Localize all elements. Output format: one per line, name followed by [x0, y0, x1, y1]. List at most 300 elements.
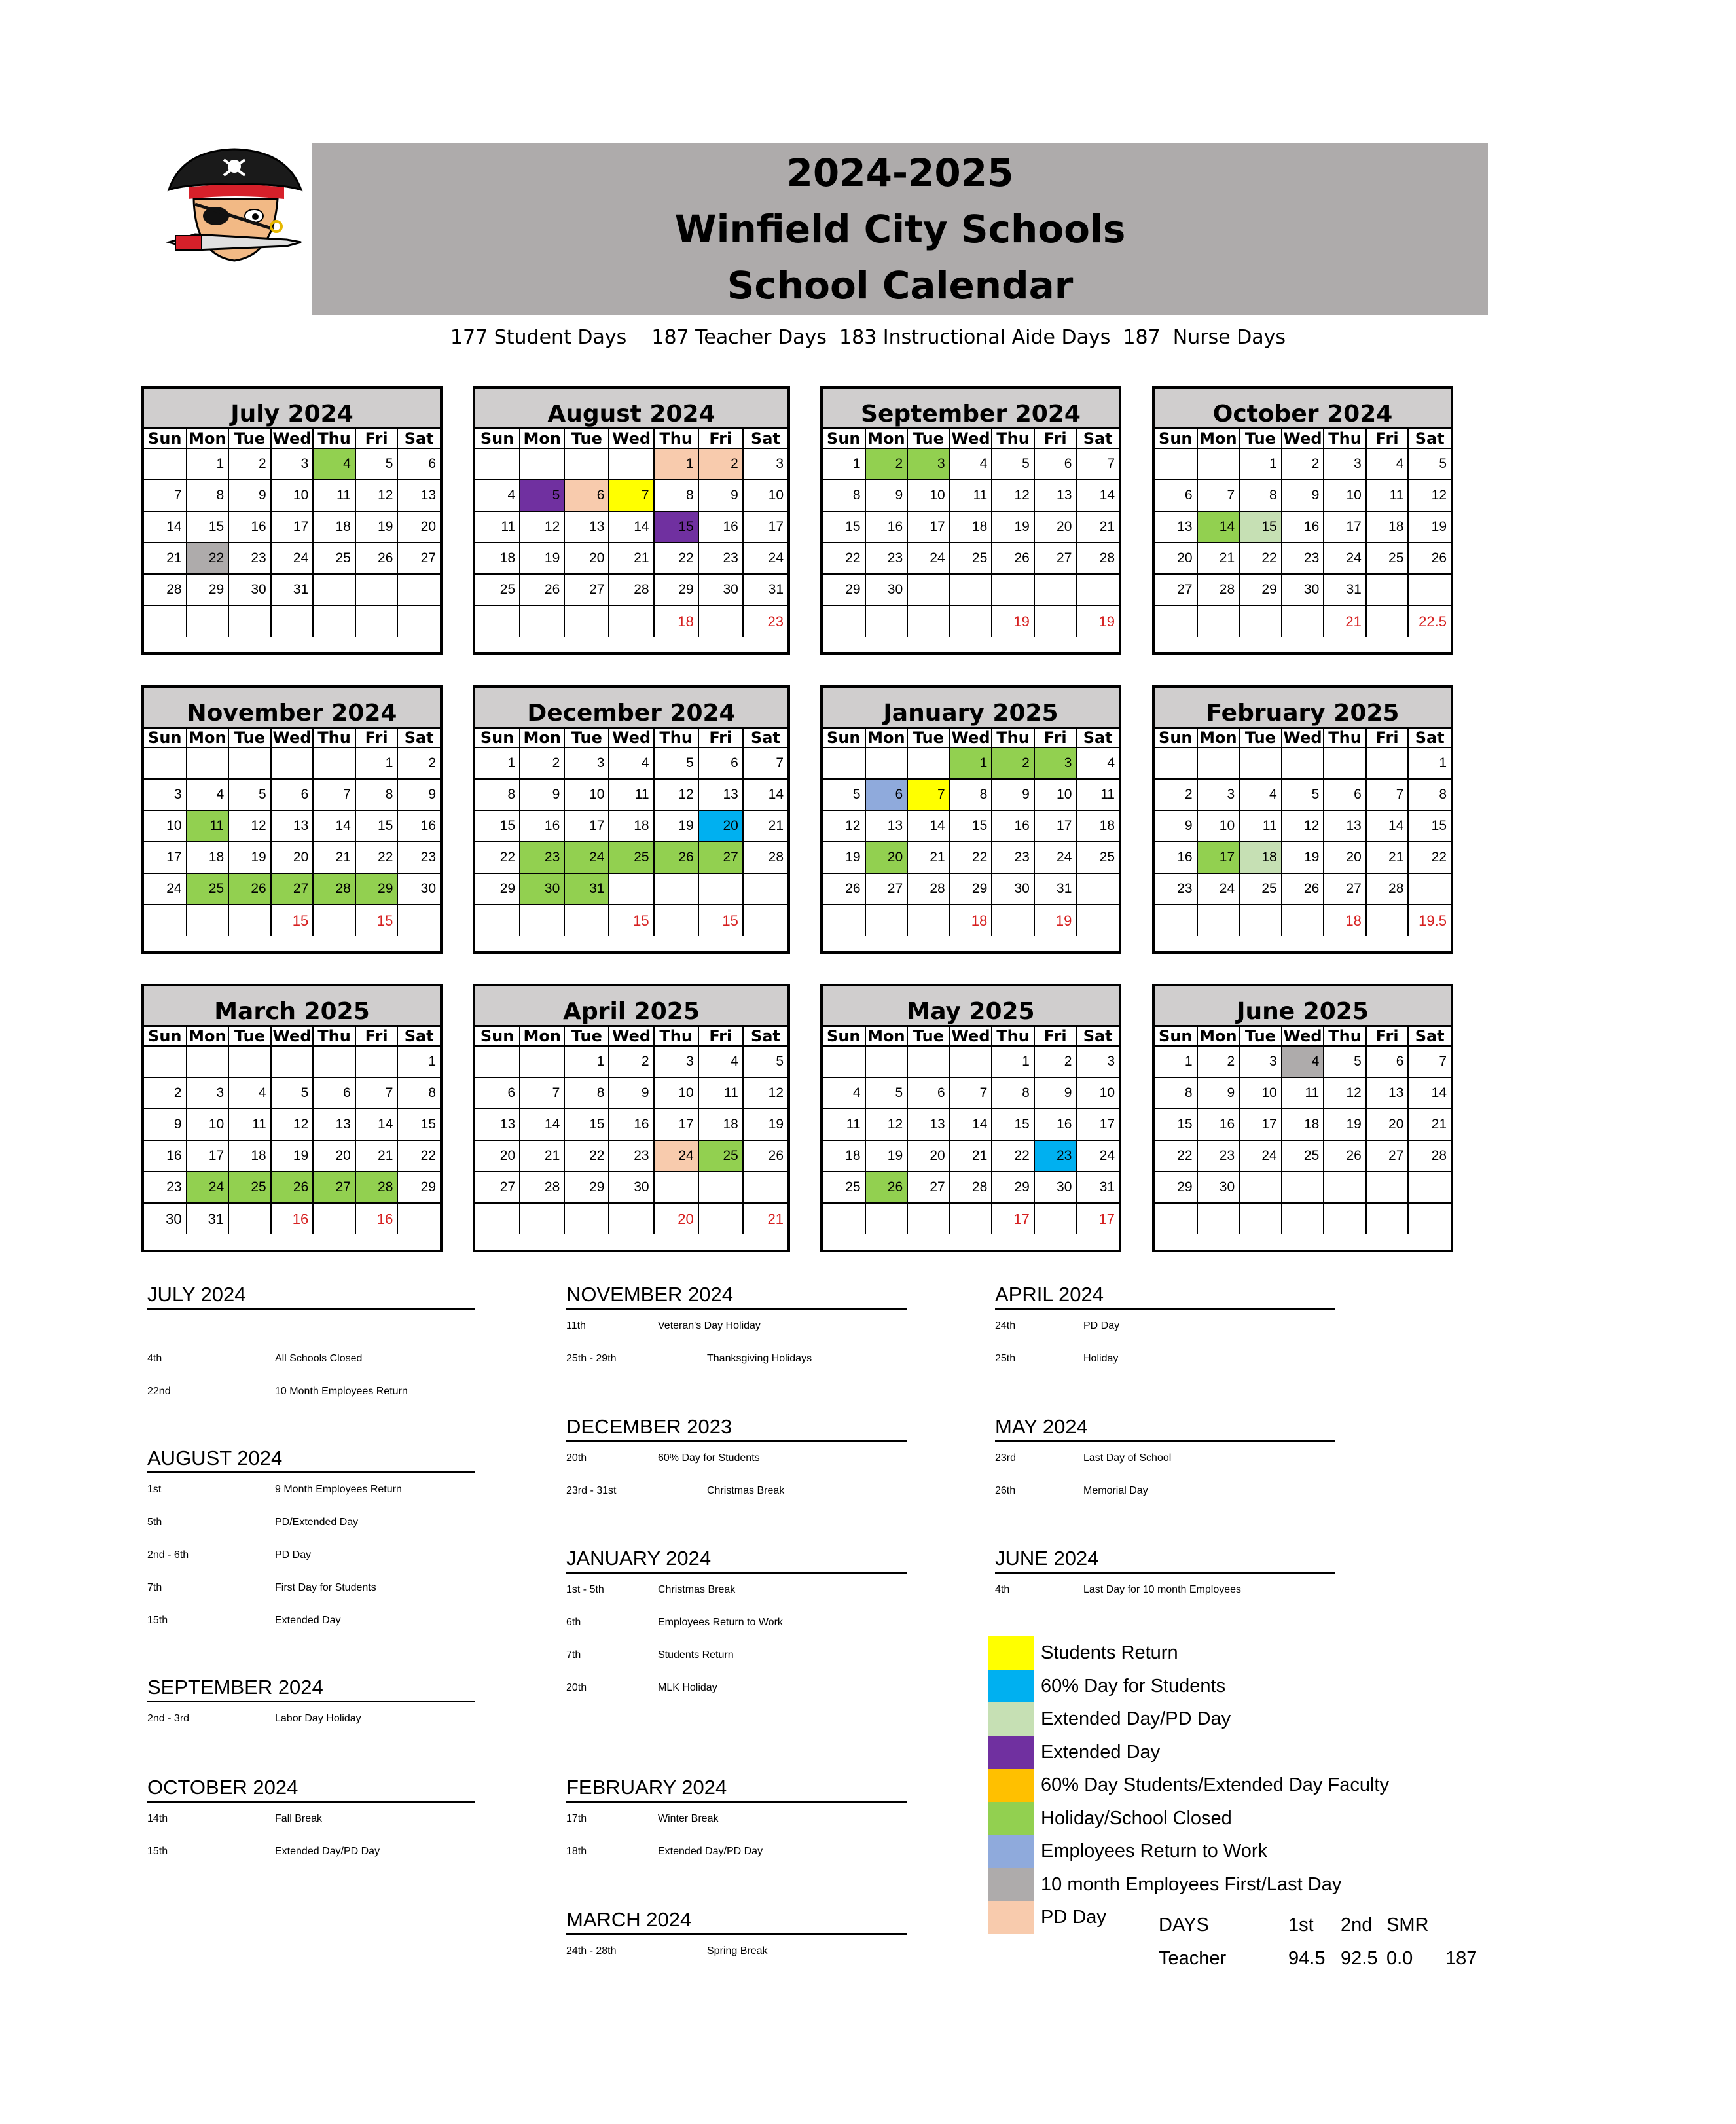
note-event: PD Day — [275, 1549, 312, 1560]
weekday-header: Tue — [228, 1027, 271, 1046]
day-cell: 5 — [1408, 448, 1451, 480]
day-cell: 29 — [475, 873, 520, 905]
day-cell: 10 — [144, 810, 187, 842]
weekday-header: Tue — [1239, 429, 1282, 448]
day-cell: 15 — [654, 511, 698, 543]
day-cell — [271, 747, 314, 779]
day-cell — [271, 1046, 314, 1077]
legend-swatch — [988, 1736, 1034, 1769]
weekday-header: Fri — [355, 1027, 398, 1046]
day-cell — [313, 747, 355, 779]
day-cell: 11 — [698, 1077, 743, 1109]
day-cell: 18 — [475, 543, 520, 574]
month-calendar — [820, 386, 1121, 655]
total-cell — [698, 605, 743, 637]
day-cell — [1408, 873, 1451, 905]
day-cell — [313, 1046, 355, 1077]
note-event: Extended Day/PD Day — [658, 1846, 763, 1857]
weekday-header: Wed — [1282, 729, 1324, 747]
day-cell — [1282, 747, 1324, 779]
note-section-heading: OCTOBER 2024 — [147, 1776, 475, 1803]
day-cell: 26 — [992, 543, 1034, 574]
day-cell: 11 — [1076, 779, 1119, 810]
day-cell: 20 — [1366, 1109, 1409, 1140]
day-cell: 14 — [950, 1109, 992, 1140]
note-event: Veteran's Day Holiday — [658, 1320, 761, 1331]
weekday-header: Mon — [865, 729, 908, 747]
day-cell: 8 — [564, 1077, 609, 1109]
day-cell: 21 — [907, 842, 950, 873]
weekday-header: Mon — [187, 429, 229, 448]
note-section — [995, 1415, 1335, 1507]
day-cell: 24 — [564, 842, 609, 873]
day-cell: 29 — [992, 1172, 1034, 1203]
day-cell: 3 — [1197, 779, 1240, 810]
day-cell: 24 — [654, 1140, 698, 1172]
total-cell — [1366, 605, 1409, 637]
day-cell: 6 — [1034, 448, 1077, 480]
month-calendar — [141, 386, 443, 655]
day-cell: 17 — [743, 511, 787, 543]
total-cell — [1282, 605, 1324, 637]
weekday-header: Thu — [992, 429, 1034, 448]
day-cell: 12 — [654, 779, 698, 810]
legend-swatch — [988, 1769, 1034, 1802]
day-cell: 6 — [698, 747, 743, 779]
day-cell: 29 — [187, 574, 229, 605]
day-cell: 3 — [564, 747, 609, 779]
day-cell: 26 — [228, 873, 271, 905]
day-cell: 19 — [743, 1109, 787, 1140]
day-cell: 30 — [992, 873, 1034, 905]
weekday-header: Wed — [950, 429, 992, 448]
day-cell: 9 — [1197, 1077, 1240, 1109]
note-row — [566, 1574, 907, 1606]
day-cell: 5 — [1282, 779, 1324, 810]
day-cell: 2 — [1034, 1046, 1077, 1077]
total-cell — [950, 1203, 992, 1234]
day-cell: 29 — [950, 873, 992, 905]
day-cell: 19 — [228, 842, 271, 873]
day-cell: 7 — [1197, 480, 1240, 511]
total-cell — [609, 605, 653, 637]
day-cell — [1076, 873, 1119, 905]
day-cell — [1076, 574, 1119, 605]
note-section-heading: APRIL 2024 — [995, 1283, 1335, 1310]
day-cell: 9 — [992, 779, 1034, 810]
note-row — [147, 1572, 475, 1604]
day-cell: 14 — [907, 810, 950, 842]
day-cell: 29 — [397, 1172, 440, 1203]
day-cell: 10 — [1239, 1077, 1282, 1109]
weekday-header: Tue — [228, 429, 271, 448]
day-cell: 18 — [698, 1109, 743, 1140]
note-event: Christmas Break — [658, 1584, 736, 1595]
weekday-header: Fri — [698, 429, 743, 448]
weekday-header: Wed — [609, 429, 653, 448]
note-date: 11th — [566, 1320, 586, 1331]
note-date: 24th - 28th — [566, 1945, 617, 1956]
day-cell — [144, 448, 187, 480]
day-cell: 24 — [271, 543, 314, 574]
day-cell: 23 — [1282, 543, 1324, 574]
total-cell — [564, 605, 609, 637]
day-cell: 1 — [823, 448, 865, 480]
legend-label: Holiday/School Closed — [1041, 1807, 1232, 1829]
note-date: 20th — [566, 1682, 587, 1693]
total-cell: 23 — [743, 605, 787, 637]
day-cell: 6 — [907, 1077, 950, 1109]
total-cell — [475, 605, 520, 637]
day-cell: 17 — [1076, 1109, 1119, 1140]
day-cell: 12 — [271, 1109, 314, 1140]
day-cell: 6 — [865, 779, 908, 810]
weekday-header: Tue — [907, 729, 950, 747]
weekday-header: Mon — [187, 1027, 229, 1046]
day-cell: 13 — [1155, 511, 1197, 543]
day-cell: 10 — [1324, 480, 1366, 511]
day-cell: 4 — [187, 779, 229, 810]
day-cell: 18 — [1366, 511, 1409, 543]
note-section-heading: NOVEMBER 2024 — [566, 1283, 907, 1310]
day-cell: 2 — [1155, 779, 1197, 810]
month-title: November 2024 — [144, 688, 440, 729]
day-cell: 26 — [823, 873, 865, 905]
note-date: 26th — [995, 1485, 1016, 1496]
day-cell: 3 — [187, 1077, 229, 1109]
day-cell: 22 — [355, 842, 398, 873]
day-cell — [1239, 1172, 1282, 1203]
day-cell: 13 — [1366, 1077, 1409, 1109]
day-cell: 21 — [1408, 1109, 1451, 1140]
note-row — [566, 1672, 907, 1704]
weekday-header: Tue — [564, 429, 609, 448]
day-cell: 20 — [698, 810, 743, 842]
day-cell: 23 — [397, 842, 440, 873]
day-cell: 21 — [1366, 842, 1409, 873]
weekday-header: Sat — [1408, 729, 1451, 747]
note-date: 1st - 5th — [566, 1584, 604, 1595]
day-cell — [992, 574, 1034, 605]
day-cell: 25 — [698, 1140, 743, 1172]
day-cell: 2 — [1197, 1046, 1240, 1077]
legend-swatch — [988, 1636, 1034, 1670]
total-cell: 22.5 — [1408, 605, 1451, 637]
total-cell — [397, 905, 440, 936]
day-cell: 11 — [187, 810, 229, 842]
day-cell — [743, 1172, 787, 1203]
month-title: December 2024 — [475, 688, 787, 729]
total-cell — [823, 905, 865, 936]
day-cell — [907, 747, 950, 779]
day-cell: 1 — [654, 448, 698, 480]
day-cell: 14 — [743, 779, 787, 810]
note-event: Spring Break — [707, 1945, 768, 1956]
day-cell: 1 — [950, 747, 992, 779]
day-cell: 23 — [228, 543, 271, 574]
note-row — [566, 1935, 907, 1968]
day-cell: 17 — [654, 1109, 698, 1140]
day-cell: 8 — [355, 779, 398, 810]
total-cell: 30 — [144, 1203, 187, 1234]
weekday-header: Sat — [1076, 729, 1119, 747]
weekday-header: Sun — [144, 729, 187, 747]
day-cell: 13 — [564, 511, 609, 543]
day-cell: 11 — [950, 480, 992, 511]
note-section — [566, 1283, 907, 1375]
day-cell: 11 — [313, 480, 355, 511]
day-cell: 19 — [1324, 1109, 1366, 1140]
note-date: 7th — [566, 1649, 581, 1661]
day-cell: 26 — [865, 1172, 908, 1203]
note-section-heading: FEBRUARY 2024 — [566, 1776, 907, 1803]
day-cell: 31 — [1034, 873, 1077, 905]
day-cell: 19 — [823, 842, 865, 873]
days-table-value: Teacher — [1159, 1948, 1227, 1969]
day-cell — [1239, 747, 1282, 779]
day-cell: 8 — [1408, 779, 1451, 810]
day-cell: 16 — [1034, 1109, 1077, 1140]
day-cell: 1 — [1408, 747, 1451, 779]
day-cell: 30 — [1197, 1172, 1240, 1203]
day-cell: 10 — [907, 480, 950, 511]
note-row — [995, 1310, 1335, 1342]
day-cell: 30 — [698, 574, 743, 605]
weekday-header: Sat — [743, 429, 787, 448]
total-cell — [228, 1203, 271, 1234]
day-cell: 24 — [907, 543, 950, 574]
month-title: January 2025 — [823, 688, 1119, 729]
day-cell: 1 — [1239, 448, 1282, 480]
total-cell: 20 — [654, 1203, 698, 1234]
note-row — [147, 1310, 475, 1342]
day-cell: 14 — [1076, 480, 1119, 511]
day-cell: 12 — [743, 1077, 787, 1109]
day-cell: 9 — [698, 480, 743, 511]
day-cell: 25 — [1282, 1140, 1324, 1172]
note-row — [147, 1342, 475, 1375]
day-cell: 22 — [992, 1140, 1034, 1172]
day-cell: 21 — [950, 1140, 992, 1172]
day-cell: 20 — [313, 1140, 355, 1172]
day-cell: 25 — [609, 842, 653, 873]
day-cell: 24 — [1239, 1140, 1282, 1172]
day-cell: 16 — [865, 511, 908, 543]
day-cell: 22 — [823, 543, 865, 574]
total-cell: 21 — [743, 1203, 787, 1234]
total-cell — [228, 605, 271, 637]
day-cell: 26 — [743, 1140, 787, 1172]
day-cell: 4 — [313, 448, 355, 480]
day-cell — [1408, 1172, 1451, 1203]
day-cell: 20 — [1034, 511, 1077, 543]
day-cell: 28 — [1408, 1140, 1451, 1172]
day-cell: 28 — [1366, 873, 1409, 905]
days-table-header: DAYS — [1159, 1915, 1209, 1935]
note-section-heading: JUNE 2024 — [995, 1547, 1335, 1574]
legend-label: Extended Day/PD Day — [1041, 1708, 1231, 1729]
weekday-header: Fri — [698, 729, 743, 747]
day-cell: 18 — [228, 1140, 271, 1172]
day-cell: 14 — [313, 810, 355, 842]
weekday-header: Fri — [1034, 729, 1077, 747]
day-cell: 28 — [1197, 574, 1240, 605]
weekday-header: Sun — [144, 429, 187, 448]
day-cell: 12 — [228, 810, 271, 842]
total-cell — [865, 605, 908, 637]
day-cell: 26 — [1408, 543, 1451, 574]
month-title: May 2025 — [823, 986, 1119, 1027]
day-cell: 10 — [654, 1077, 698, 1109]
weekday-header: Wed — [609, 1027, 653, 1046]
day-cell: 7 — [743, 747, 787, 779]
day-cell: 3 — [1034, 747, 1077, 779]
day-cell: 12 — [865, 1109, 908, 1140]
day-cell: 19 — [1282, 842, 1324, 873]
day-cell: 2 — [397, 747, 440, 779]
day-cell: 9 — [865, 480, 908, 511]
weekday-header: Sun — [475, 1027, 520, 1046]
day-cell: 4 — [1282, 1046, 1324, 1077]
total-cell: 15 — [355, 905, 398, 936]
day-cell: 27 — [271, 873, 314, 905]
day-cell: 5 — [228, 779, 271, 810]
month-calendar — [473, 386, 790, 655]
weekday-header: Thu — [1324, 729, 1366, 747]
weekday-header: Sat — [397, 429, 440, 448]
day-cell: 1 — [397, 1046, 440, 1077]
day-cell: 26 — [1324, 1140, 1366, 1172]
day-cell: 26 — [654, 842, 698, 873]
day-cell: 15 — [187, 511, 229, 543]
days-table-value: 94.5 — [1288, 1948, 1326, 1969]
day-cell: 2 — [520, 747, 564, 779]
day-cell: 16 — [609, 1109, 653, 1140]
days-table-value: 187 — [1445, 1948, 1477, 1969]
weekday-header: Sat — [397, 729, 440, 747]
day-cell — [355, 1046, 398, 1077]
day-cell: 21 — [609, 543, 653, 574]
day-cell — [1324, 747, 1366, 779]
total-cell: 15 — [698, 905, 743, 936]
legend-swatch — [988, 1901, 1034, 1934]
day-cell: 23 — [1155, 873, 1197, 905]
day-cell: 2 — [228, 448, 271, 480]
weekday-header: Tue — [228, 729, 271, 747]
note-row — [147, 1835, 475, 1868]
note-row — [995, 1442, 1335, 1475]
day-cell: 13 — [1034, 480, 1077, 511]
total-cell — [1239, 1203, 1282, 1234]
total-cell — [1239, 905, 1282, 936]
day-cell: 27 — [564, 574, 609, 605]
day-cell: 9 — [228, 480, 271, 511]
day-cell: 4 — [1239, 779, 1282, 810]
total-cell — [1076, 905, 1119, 936]
note-date: 5th — [147, 1517, 162, 1528]
note-section — [566, 1908, 907, 1968]
month-calendar — [141, 984, 443, 1252]
day-cell: 26 — [520, 574, 564, 605]
note-row — [566, 1639, 907, 1672]
day-cell: 27 — [698, 842, 743, 873]
total-cell — [397, 1203, 440, 1234]
day-cell: 27 — [865, 873, 908, 905]
day-cell: 17 — [1239, 1109, 1282, 1140]
weekday-header: Tue — [564, 1027, 609, 1046]
day-cell: 4 — [698, 1046, 743, 1077]
total-cell: 18 — [1324, 905, 1366, 936]
day-cell: 4 — [1076, 747, 1119, 779]
day-cell — [144, 1046, 187, 1077]
note-date: 22nd — [147, 1386, 171, 1397]
day-cell: 3 — [271, 448, 314, 480]
day-cell: 9 — [397, 779, 440, 810]
day-cell: 22 — [1408, 842, 1451, 873]
note-row — [995, 1475, 1335, 1507]
day-cell — [1155, 448, 1197, 480]
total-cell: 19.5 — [1408, 905, 1451, 936]
note-row — [147, 1539, 475, 1572]
month-title: August 2024 — [475, 389, 787, 429]
day-cell: 27 — [1324, 873, 1366, 905]
day-cell: 29 — [823, 574, 865, 605]
day-cell: 27 — [475, 1172, 520, 1203]
day-cell: 12 — [992, 480, 1034, 511]
day-cell: 8 — [950, 779, 992, 810]
day-cell: 18 — [313, 511, 355, 543]
day-cell: 25 — [950, 543, 992, 574]
day-cell: 15 — [475, 810, 520, 842]
day-cell: 5 — [992, 448, 1034, 480]
weekday-header: Fri — [1366, 1027, 1409, 1046]
weekday-header: Tue — [564, 729, 609, 747]
day-cell — [1366, 574, 1409, 605]
day-cell: 13 — [271, 810, 314, 842]
legend-swatch — [988, 1702, 1034, 1736]
total-cell — [698, 1203, 743, 1234]
note-date: 18th — [566, 1846, 587, 1857]
day-cell: 8 — [1239, 480, 1282, 511]
note-event: Students Return — [658, 1649, 734, 1661]
note-section-heading: JANUARY 2024 — [566, 1547, 907, 1574]
day-cell: 15 — [992, 1109, 1034, 1140]
note-date: 20th — [566, 1452, 587, 1464]
day-cell: 27 — [313, 1172, 355, 1203]
weekday-header: Sun — [475, 729, 520, 747]
total-cell: 15 — [609, 905, 653, 936]
day-cell: 7 — [520, 1077, 564, 1109]
day-cell: 8 — [992, 1077, 1034, 1109]
day-cell — [475, 448, 520, 480]
weekday-header: Mon — [520, 729, 564, 747]
note-event: MLK Holiday — [658, 1682, 717, 1693]
weekday-header: Mon — [520, 1027, 564, 1046]
day-cell: 1 — [355, 747, 398, 779]
weekday-header: Tue — [907, 429, 950, 448]
day-cell: 29 — [654, 574, 698, 605]
total-cell — [823, 605, 865, 637]
pirate-mascot-logo — [156, 144, 313, 275]
day-cell: 17 — [1324, 511, 1366, 543]
day-cell: 18 — [609, 810, 653, 842]
day-cell — [823, 747, 865, 779]
note-event: Holiday — [1083, 1353, 1119, 1364]
note-section-heading: JULY 2024 — [147, 1283, 475, 1310]
day-cell: 2 — [144, 1077, 187, 1109]
day-cell: 30 — [865, 574, 908, 605]
day-cell — [907, 1046, 950, 1077]
